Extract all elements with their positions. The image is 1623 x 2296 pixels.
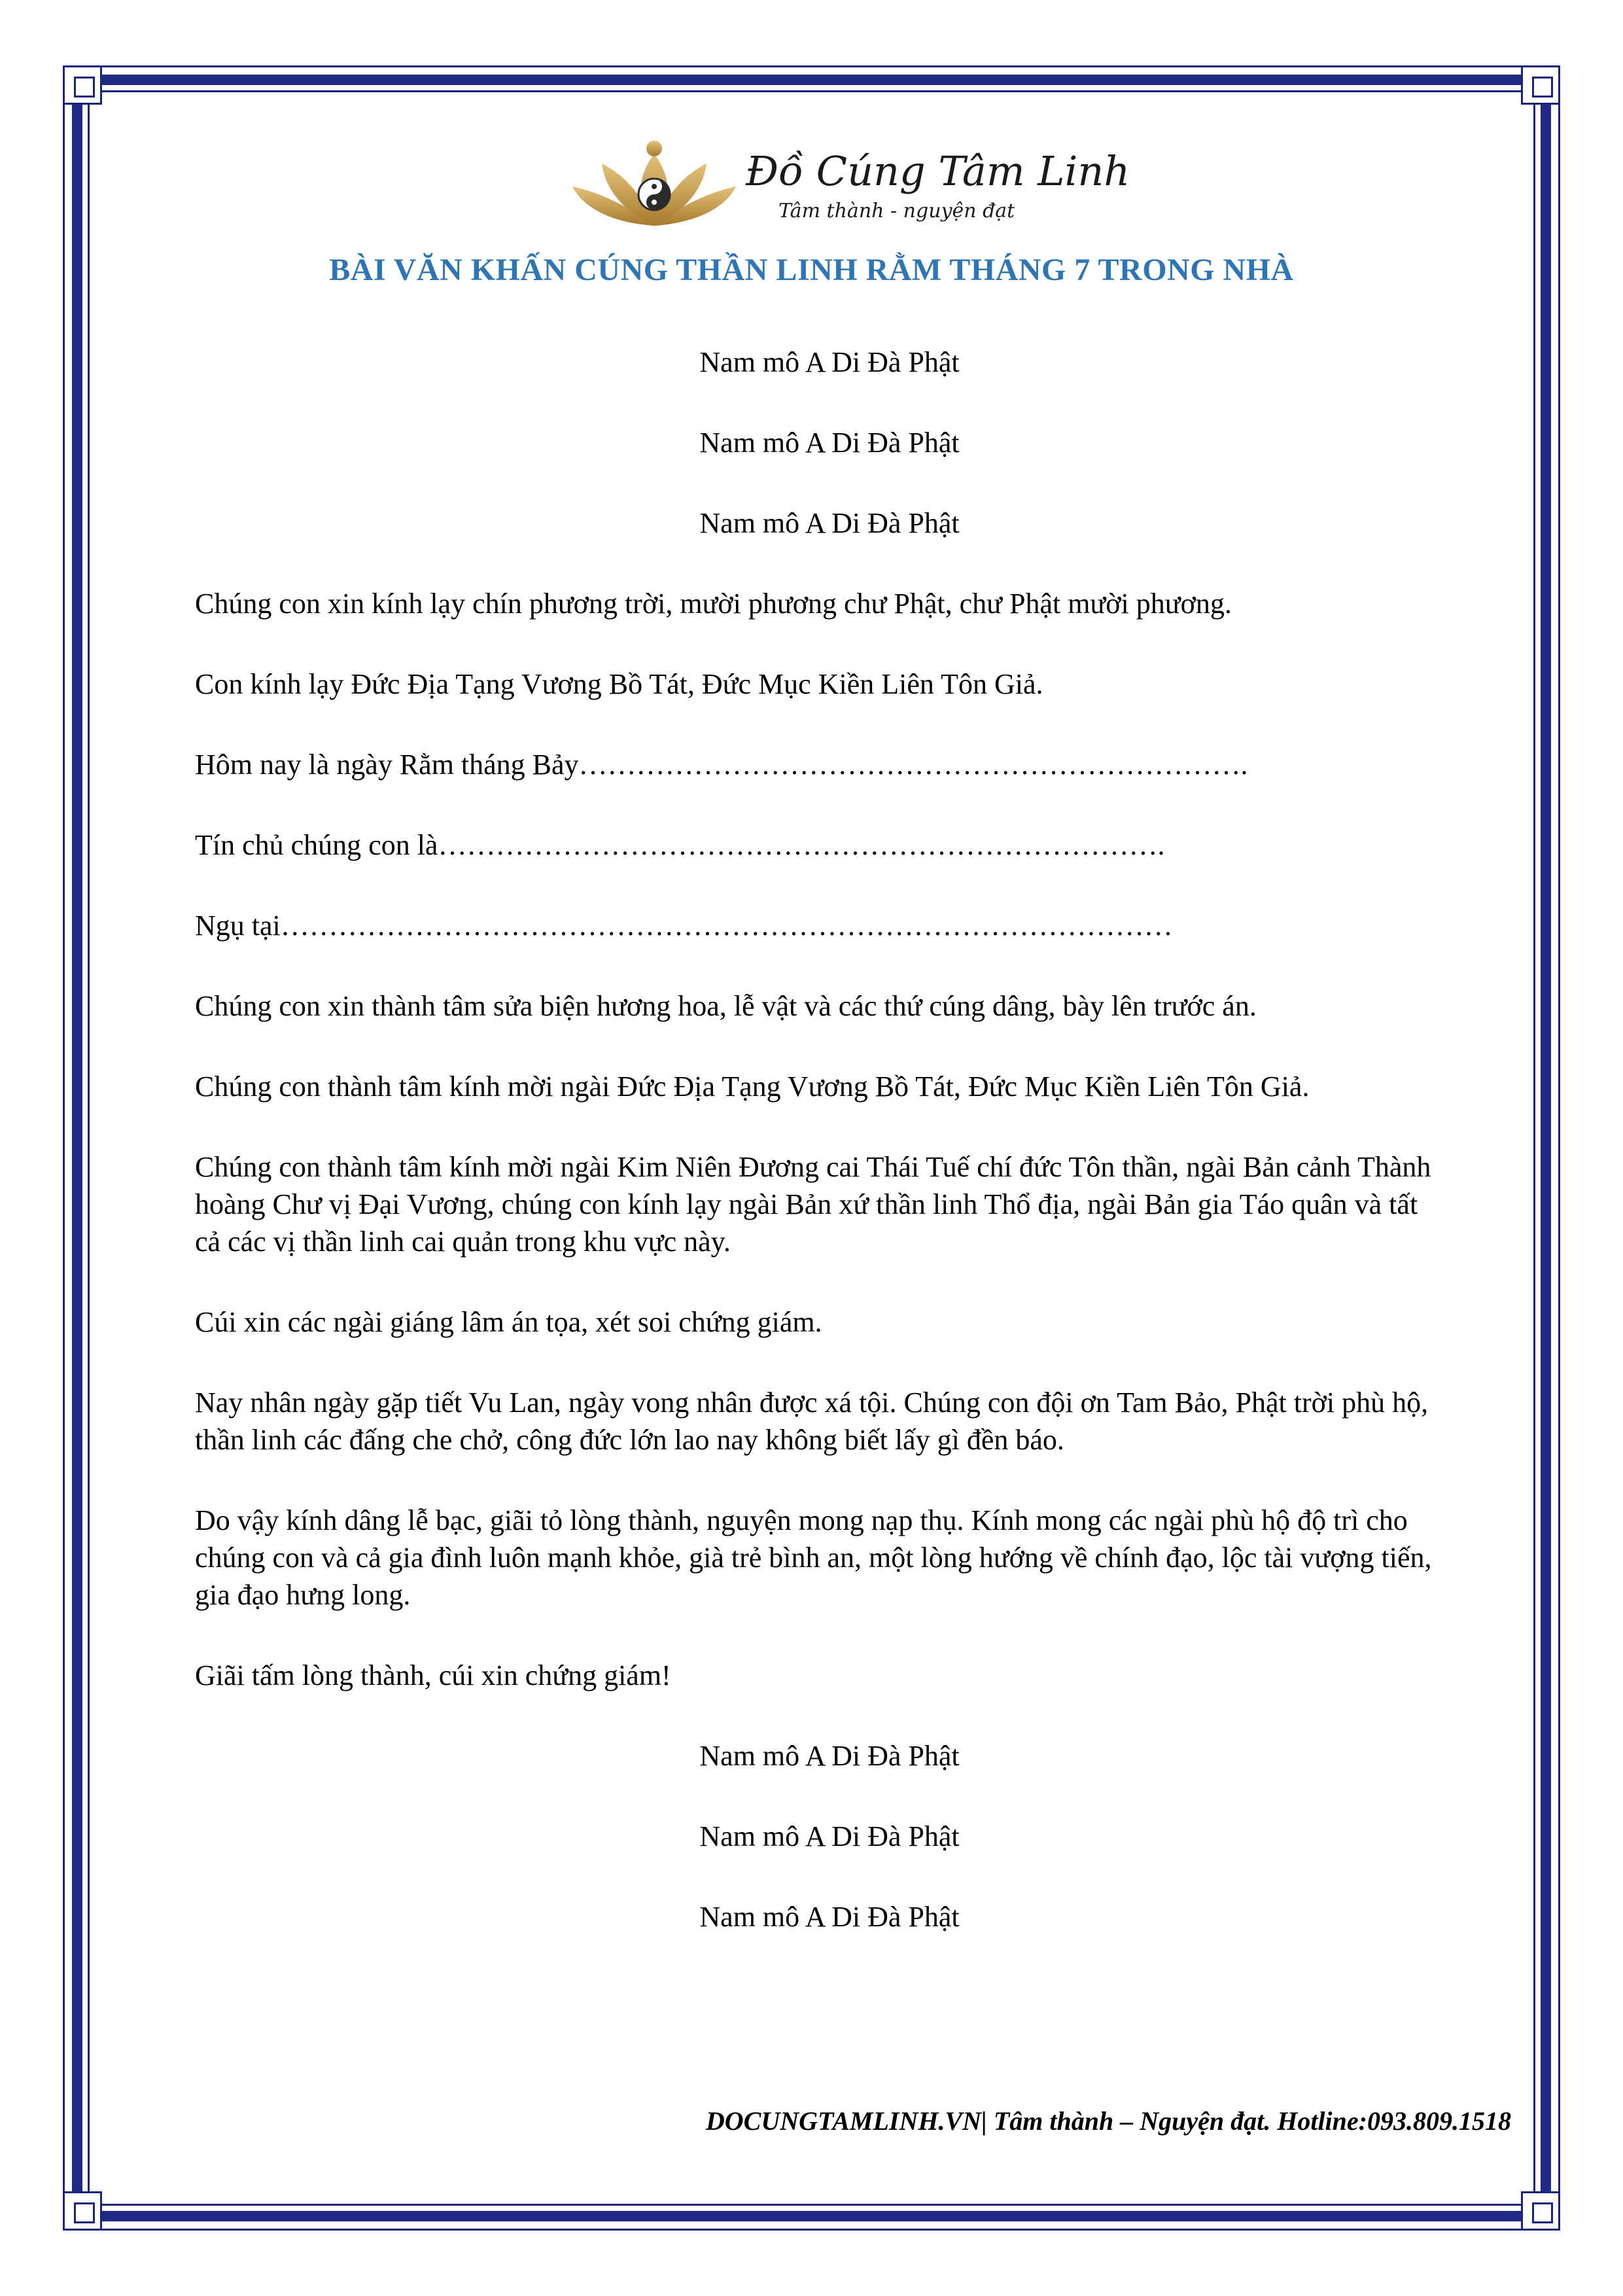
lotus-yin-yang-icon: [569, 134, 739, 232]
paragraph: Giãi tấm lòng thành, cúi xin chứng giám!: [195, 1659, 671, 1691]
brand-logo: [569, 134, 1130, 232]
prayer-text: [195, 344, 1438, 1979]
paragraph: Chúng con xin thành tâm sửa biện hương hoa, lễ vật và các thứ cúng dâng, bày lên trước án.: [195, 990, 1257, 1022]
paragraph: Do vậy kính dâng lễ bạc, giãi tỏ lòng thành, nguyện mong nạp thụ. Kính mong các ngài phù hộ độ trì cho chúng con và cả gia đình luôn mạnh khỏe, già trẻ bình an, một lòng hướng về chính đạo, lộc tài vượng tiến, gia đạo hưng long.: [195, 1504, 1432, 1611]
brand-name: Đồ Cúng Tâm Linh: [746, 147, 1130, 195]
closing-invocation: Nam mô A Di Đà Phật: [699, 1740, 960, 1772]
brand-wordmark: [733, 141, 1130, 232]
paragraph-name-blank: Tín chủ chúng con là………………………………………………………………….: [195, 829, 1165, 861]
paragraph: Cúi xin các ngài giáng lâm án tọa, xét soi chứng giám.: [195, 1306, 822, 1338]
paragraph: Con kính lạy Đức Địa Tạng Vương Bồ Tát, Đức Mục Kiền Liên Tôn Giả.: [195, 668, 1043, 700]
document-title: BÀI VĂN KHẤN CÚNG THẦN LINH RẰM THÁNG 7 TRONG NHÀ: [329, 253, 1294, 287]
paragraph: Nay nhân ngày gặp tiết Vu Lan, ngày vong nhân được xá tội. Chúng con đội ơn Tam Bảo, Phật trời phù hộ, thần linh các đấng che chở, công đức lớn lao nay không biết lấy gì đền báo.: [195, 1386, 1429, 1456]
opening-invocation: Nam mô A Di Đà Phật: [699, 346, 960, 378]
border-corner-ornament: [1521, 65, 1560, 105]
border-corner-ornament: [63, 2191, 102, 2231]
opening-invocation: Nam mô A Di Đà Phật: [699, 507, 960, 539]
paragraph: Chúng con thành tâm kính mời ngài Kim Niên Đương cai Thái Tuế chí đức Tôn thần, ngài Bản cảnh Thành hoàng Chư vị Đại Vương, chúng con kính lạy ngài Bản xứ thần linh Thổ địa, ngài Bản gia Táo quân và tất cả các vị thần linh cai quản trong khu vực này.: [195, 1151, 1431, 1258]
brand-tagline: Tâm thành - nguyện đạt: [778, 200, 1015, 222]
footer-contact: DOCUNGTAMLINH.VN| Tâm thành – Nguyện đạt. Hotline:093.809.1518: [705, 2106, 1511, 2136]
opening-invocation: Nam mô A Di Đà Phật: [699, 427, 960, 459]
paragraph-address-blank: Ngụ tại…………………………………………………………………………………: [195, 910, 1173, 942]
border-corner-ornament: [63, 65, 102, 105]
paragraph-date-blank: Hôm nay là ngày Rằm tháng Bảy…………………………………………………………….: [195, 749, 1248, 781]
paragraph: Chúng con xin kính lạy chín phương trời, mười phương chư Phật, chư Phật mười phương.: [195, 588, 1232, 620]
closing-invocation: Nam mô A Di Đà Phật: [699, 1901, 960, 1933]
closing-invocation: Nam mô A Di Đà Phật: [699, 1820, 960, 1852]
border-corner-ornament: [1521, 2191, 1560, 2231]
paragraph: Chúng con thành tâm kính mời ngài Đức Địa Tạng Vương Bồ Tát, Đức Mục Kiền Liên Tôn Giả.: [195, 1070, 1310, 1103]
